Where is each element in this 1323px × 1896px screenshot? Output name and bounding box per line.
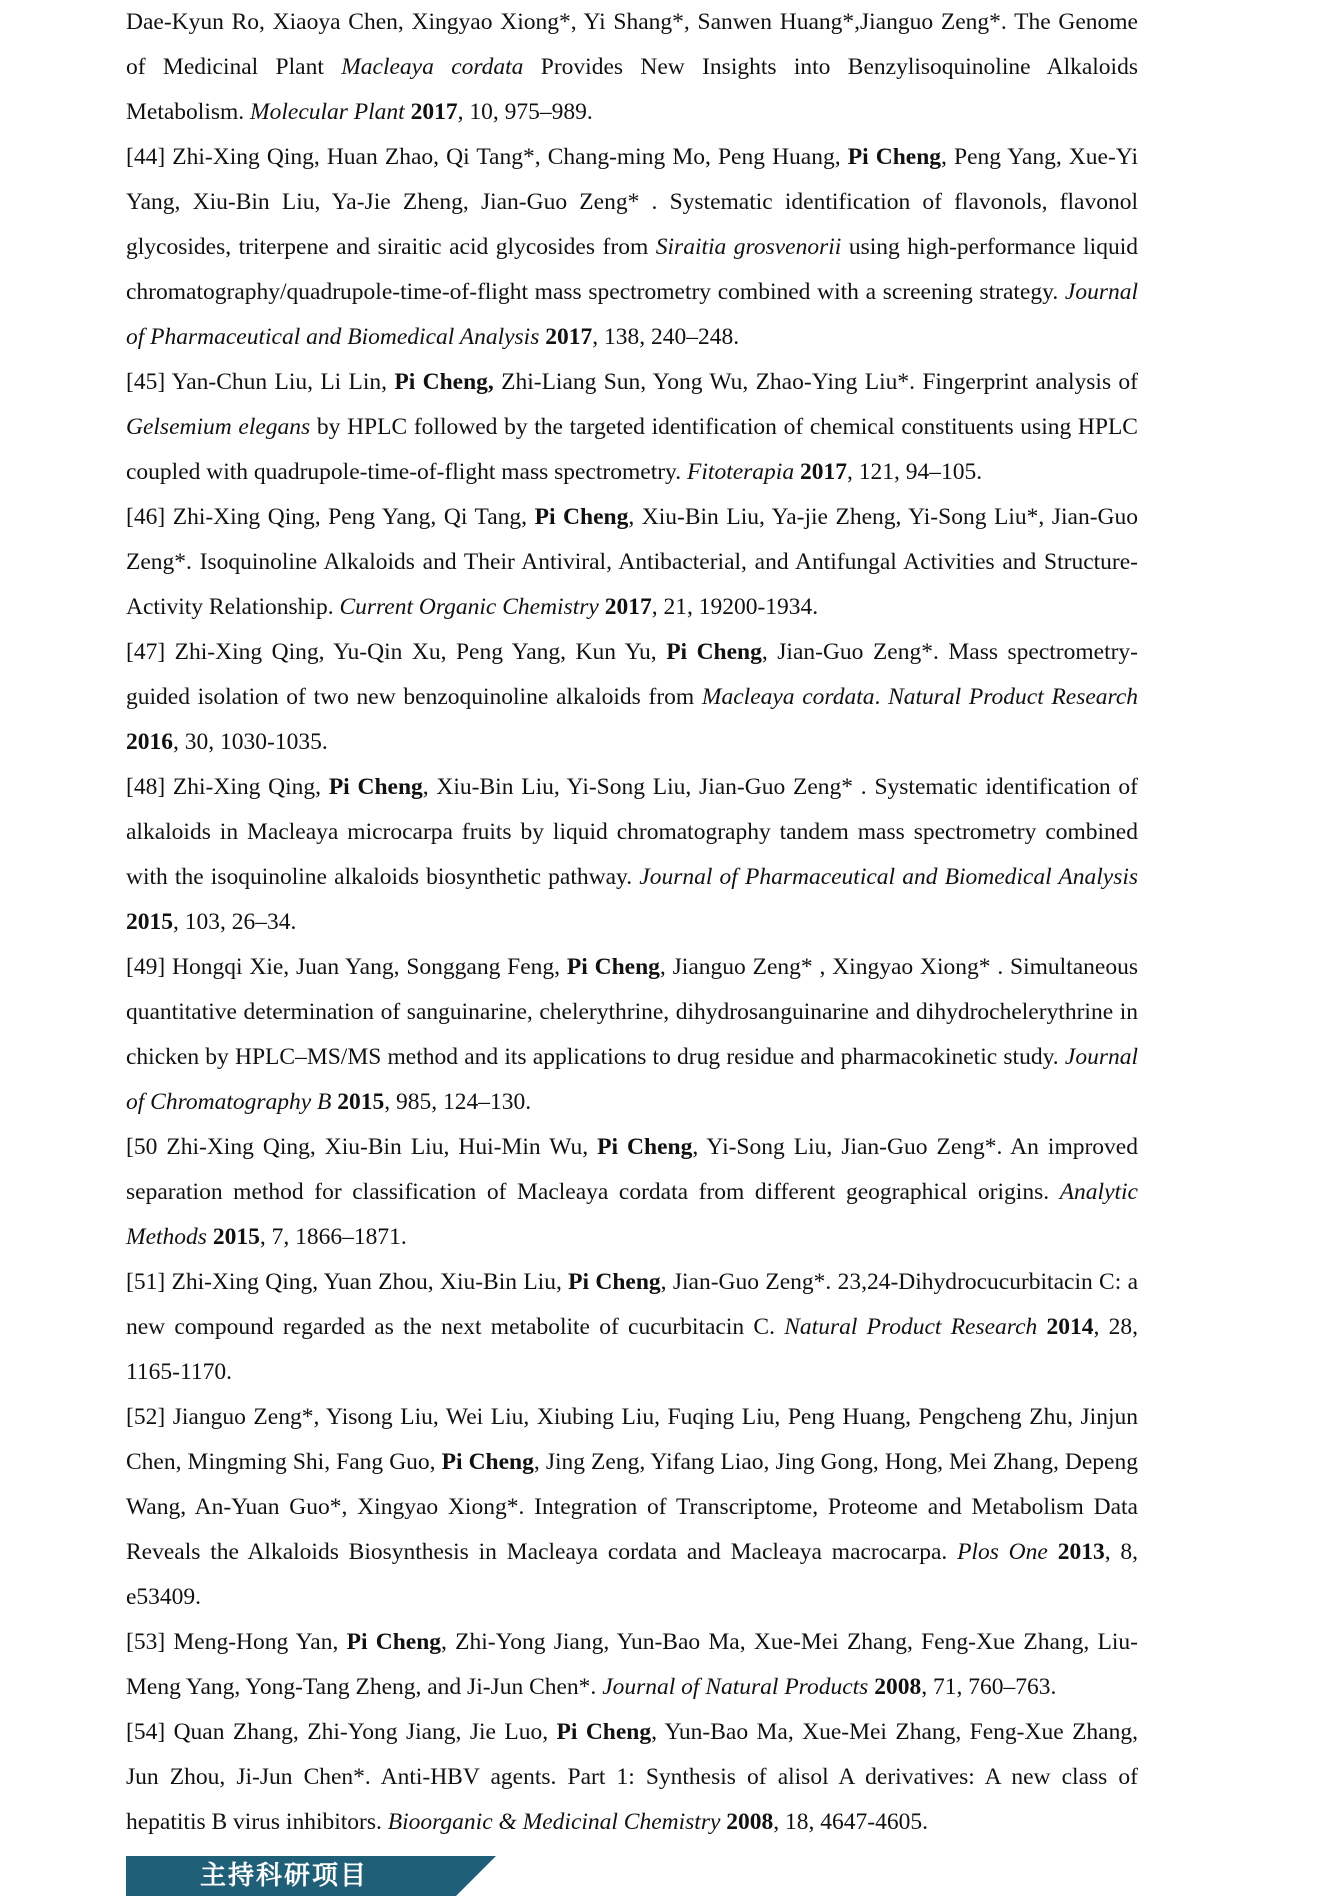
reference-text: [54] Quan Zhang, Zhi-Yong Jiang, Jie Luo, (126, 1719, 557, 1745)
bold-text: Pi Cheng (346, 1629, 442, 1655)
bold-text: Pi Cheng (847, 144, 942, 170)
reference-entry (126, 630, 1138, 765)
reference-text: [44] Zhi-Xing Qing, Huan Zhao, Qi Tang*, Chang-ming Mo, Peng Huang, (126, 144, 848, 170)
italic-text: Journal of Pharmaceutical and Biomedical Analysis (639, 864, 1139, 890)
reference-entry (126, 0, 1138, 135)
bold-text: 2015 (126, 909, 173, 935)
italic-text: Siraitia grosvenorii (655, 234, 842, 260)
reference-entry (126, 1260, 1138, 1395)
reference-text: [52] Jianguo Zeng*, Yisong Liu, Wei Liu, Xiubing Liu, Fuqing Liu, Peng Huang, Pengcheng Zhu, Jinjun Chen, Mingming Shi, Fang Guo, (126, 1404, 1138, 1475)
reference-text: , Zhi-Yong Jiang, Yun-Bao Ma, Xue-Mei Zhang, Feng-Xue Zhang, Liu-Meng Yang, Yong-Tang Zheng, and Ji-Jun Chen*. (126, 1629, 1138, 1700)
italic-text: Journal of Natural Products (602, 1674, 869, 1700)
reference-text: Provides New Insights into Benzylisoquinoline Alkaloids Metabolism. (126, 54, 1138, 125)
reference-text: , Xiu-Bin Liu, Ya-jie Zheng, Yi-Song Liu*, Jian-Guo Zeng*. Isoquinoline Alkaloids and Their Antiviral, Antibacterial, and Antifungal Activities and Structure-Activity Relationship. (126, 504, 1138, 620)
reference-text: , 71, 760–763. (921, 1674, 1057, 1700)
reference-text: , Yi-Song Liu, Jian-Guo Zeng*. An improved separation method for classification of Macleaya cordata from different geographical origins. (126, 1134, 1138, 1205)
bold-text: Pi Cheng (556, 1719, 652, 1745)
reference-entry (126, 495, 1138, 630)
reference-text (1037, 1314, 1046, 1340)
reference-entry (126, 1125, 1138, 1260)
italic-text: Macleaya cordata (341, 54, 524, 80)
italic-text: Journal of Pharmaceutical and Biomedical Analysis (126, 279, 1138, 350)
reference-text: [45] Yan-Chun Liu, Li Lin, (126, 369, 395, 395)
bold-text: Pi Cheng (597, 1134, 693, 1160)
reference-entry (126, 765, 1138, 945)
reference-text: [48] Zhi-Xing Qing, (126, 774, 329, 800)
bold-text: Pi Cheng (666, 639, 762, 665)
bold-text: 2015 (337, 1089, 385, 1115)
italic-text: Molecular Plant (250, 99, 405, 125)
reference-text: , 121, 94–105. (846, 459, 983, 485)
reference-text: , Yun-Bao Ma, Xue-Mei Zhang, Feng-Xue Zhang, Jun Zhou, Ji-Jun Chen*. Anti-HBV agents. Part 1: Synthesis of alisol A derivatives: A new class of hepatitis B virus inhibitors. (126, 1719, 1138, 1835)
bold-text: 2015 (212, 1224, 260, 1250)
reference-entry (126, 1620, 1138, 1710)
reference-text: , Peng Yang, Xue-Yi Yang, Xiu-Bin Liu, Ya-Jie Zheng, Jian-Guo Zeng* . Systematic identification of flavonols, flavonol glycosides, triterpene and siraitic acid glycosides from (126, 144, 1138, 260)
italic-text: Macleaya cordata (701, 684, 875, 710)
bold-text: Pi Cheng (328, 774, 423, 800)
reference-entry (126, 945, 1138, 1125)
reference-text: , 7, 1866–1871. (259, 1224, 407, 1250)
bold-text: 2008 (726, 1809, 774, 1835)
references-content (126, 0, 1138, 1845)
italic-text: Natural Product Research (888, 684, 1139, 710)
italic-text: Plos One (957, 1539, 1048, 1565)
bold-text: Pi Cheng (441, 1449, 534, 1475)
reference-text: , Jing Zeng, Yifang Liao, Jing Gong, Hong, Mei Zhang, Depeng Wang, An-Yuan Guo*, Xingyao Xiong*. Integration of Transcriptome, Proteome and Metabolism Data Reveals the Alkaloids Biosynthesis in Macleaya cordata and Macleaya macrocarpa. (126, 1449, 1138, 1565)
bold-text: 2013 (1057, 1539, 1105, 1565)
bold-text: 2014 (1046, 1314, 1094, 1340)
reference-text (1048, 1539, 1058, 1565)
reference-text: [50 Zhi-Xing Qing, Xiu-Bin Liu, Hui-Min Wu, (126, 1134, 598, 1160)
reference-text: Dae-Kyun Ro, Xiaoya Chen, Xingyao Xiong*, Yi Shang*, Sanwen Huang*,Jianguo Zeng*. The Genome of Medicinal Plant (126, 9, 1138, 80)
bold-text: 2017 (410, 99, 458, 125)
italic-text: Bioorganic & Medicinal Chemistry (387, 1809, 721, 1835)
reference-text: [47] Zhi-Xing Qing, Yu-Qin Xu, Peng Yang, Kun Yu, (126, 639, 667, 665)
reference-text: . (874, 684, 889, 710)
bold-text: Pi Cheng, (394, 369, 494, 395)
reference-text: , 28, 1165-1170. (126, 1314, 1139, 1385)
reference-text: [53] Meng-Hong Yan, (126, 1629, 347, 1655)
reference-text: , Xiu-Bin Liu, Yi-Song Liu, Jian-Guo Zeng* . Systematic identification of alkaloids in Macleaya microcarpa fruits by liquid chromatography tandem mass spectrometry combined with the isoquinoline alkaloids biosynthetic pathway. (126, 774, 1138, 890)
italic-text: Journal of Chromatography B (126, 1044, 1138, 1115)
bold-text: 2017 (604, 594, 652, 620)
reference-text: using high-performance liquid chromatography/quadrupole-time-of-flight mass spectrometry combined with a screening strategy. (126, 234, 1138, 305)
reference-text: Zhi-Liang Sun, Yong Wu, Zhao-Ying Liu*. Fingerprint analysis of (493, 369, 1138, 395)
reference-text: [51] Zhi-Xing Qing, Yuan Zhou, Xiu-Bin Liu, (126, 1269, 569, 1295)
reference-entry (126, 135, 1138, 360)
reference-text: , 21, 19200-1934. (651, 594, 819, 620)
reference-entry (126, 1710, 1138, 1845)
bold-text: 2008 (874, 1674, 922, 1700)
italic-text: Fitoterapia (687, 459, 795, 485)
reference-list (126, 0, 1138, 1845)
italic-text: Natural Product Research (784, 1314, 1038, 1340)
reference-text: , 18, 4647-4605. (773, 1809, 928, 1835)
reference-text: , 30, 1030-1035. (173, 729, 328, 755)
reference-entry (126, 1395, 1138, 1620)
reference-text: , 985, 124–130. (384, 1089, 532, 1115)
section-title: 主持科研项目 (200, 1861, 369, 1891)
bold-text: Pi Cheng (568, 1269, 661, 1295)
italic-text: Gelsemium elegans (126, 414, 311, 440)
reference-text: , Jianguo Zeng* , Xingyao Xiong* . Simultaneous quantitative determination of sanguinarine, chelerythrine, dihydrosanguinarine and dihydrochelerythrine in chicken by HPLC–MS/MS method and its applications to drug residue and pharmacokinetic study. (126, 954, 1138, 1070)
bold-text: 2016 (126, 729, 173, 755)
reference-text: , Jian-Guo Zeng*. Mass spectrometry-guided isolation of two new benzoquinoline alkaloids from (126, 639, 1139, 710)
reference-text: by HPLC followed by the targeted identification of chemical constituents using HPLC coupled with quadrupole-time-of-flight mass spectrometry. (126, 414, 1138, 485)
bold-text: Pi Cheng (534, 504, 629, 530)
italic-text: Analytic Methods (126, 1179, 1138, 1250)
reference-text: , 138, 240–248. (592, 324, 740, 350)
reference-text: [46] Zhi-Xing Qing, Peng Yang, Qi Tang, (126, 504, 535, 530)
reference-text: , 10, 975–989. (457, 99, 593, 125)
section-banner (126, 1856, 496, 1896)
bold-text: 2017 (545, 324, 593, 350)
reference-text: , 103, 26–34. (173, 909, 297, 935)
bold-text: Pi Cheng (566, 954, 660, 980)
bold-text: 2017 (799, 459, 847, 485)
reference-text: [49] Hongqi Xie, Juan Yang, Songgang Feng, (126, 954, 567, 980)
reference-text: , Jian-Guo Zeng*. 23,24-Dihydrocucurbitacin C: a new compound regarded as the next metabolite of cucurbitacin C. (126, 1269, 1138, 1340)
reference-entry (126, 360, 1138, 495)
italic-text: Current Organic Chemistry (339, 594, 599, 620)
reference-text: , 8, e53409. (126, 1539, 1139, 1610)
